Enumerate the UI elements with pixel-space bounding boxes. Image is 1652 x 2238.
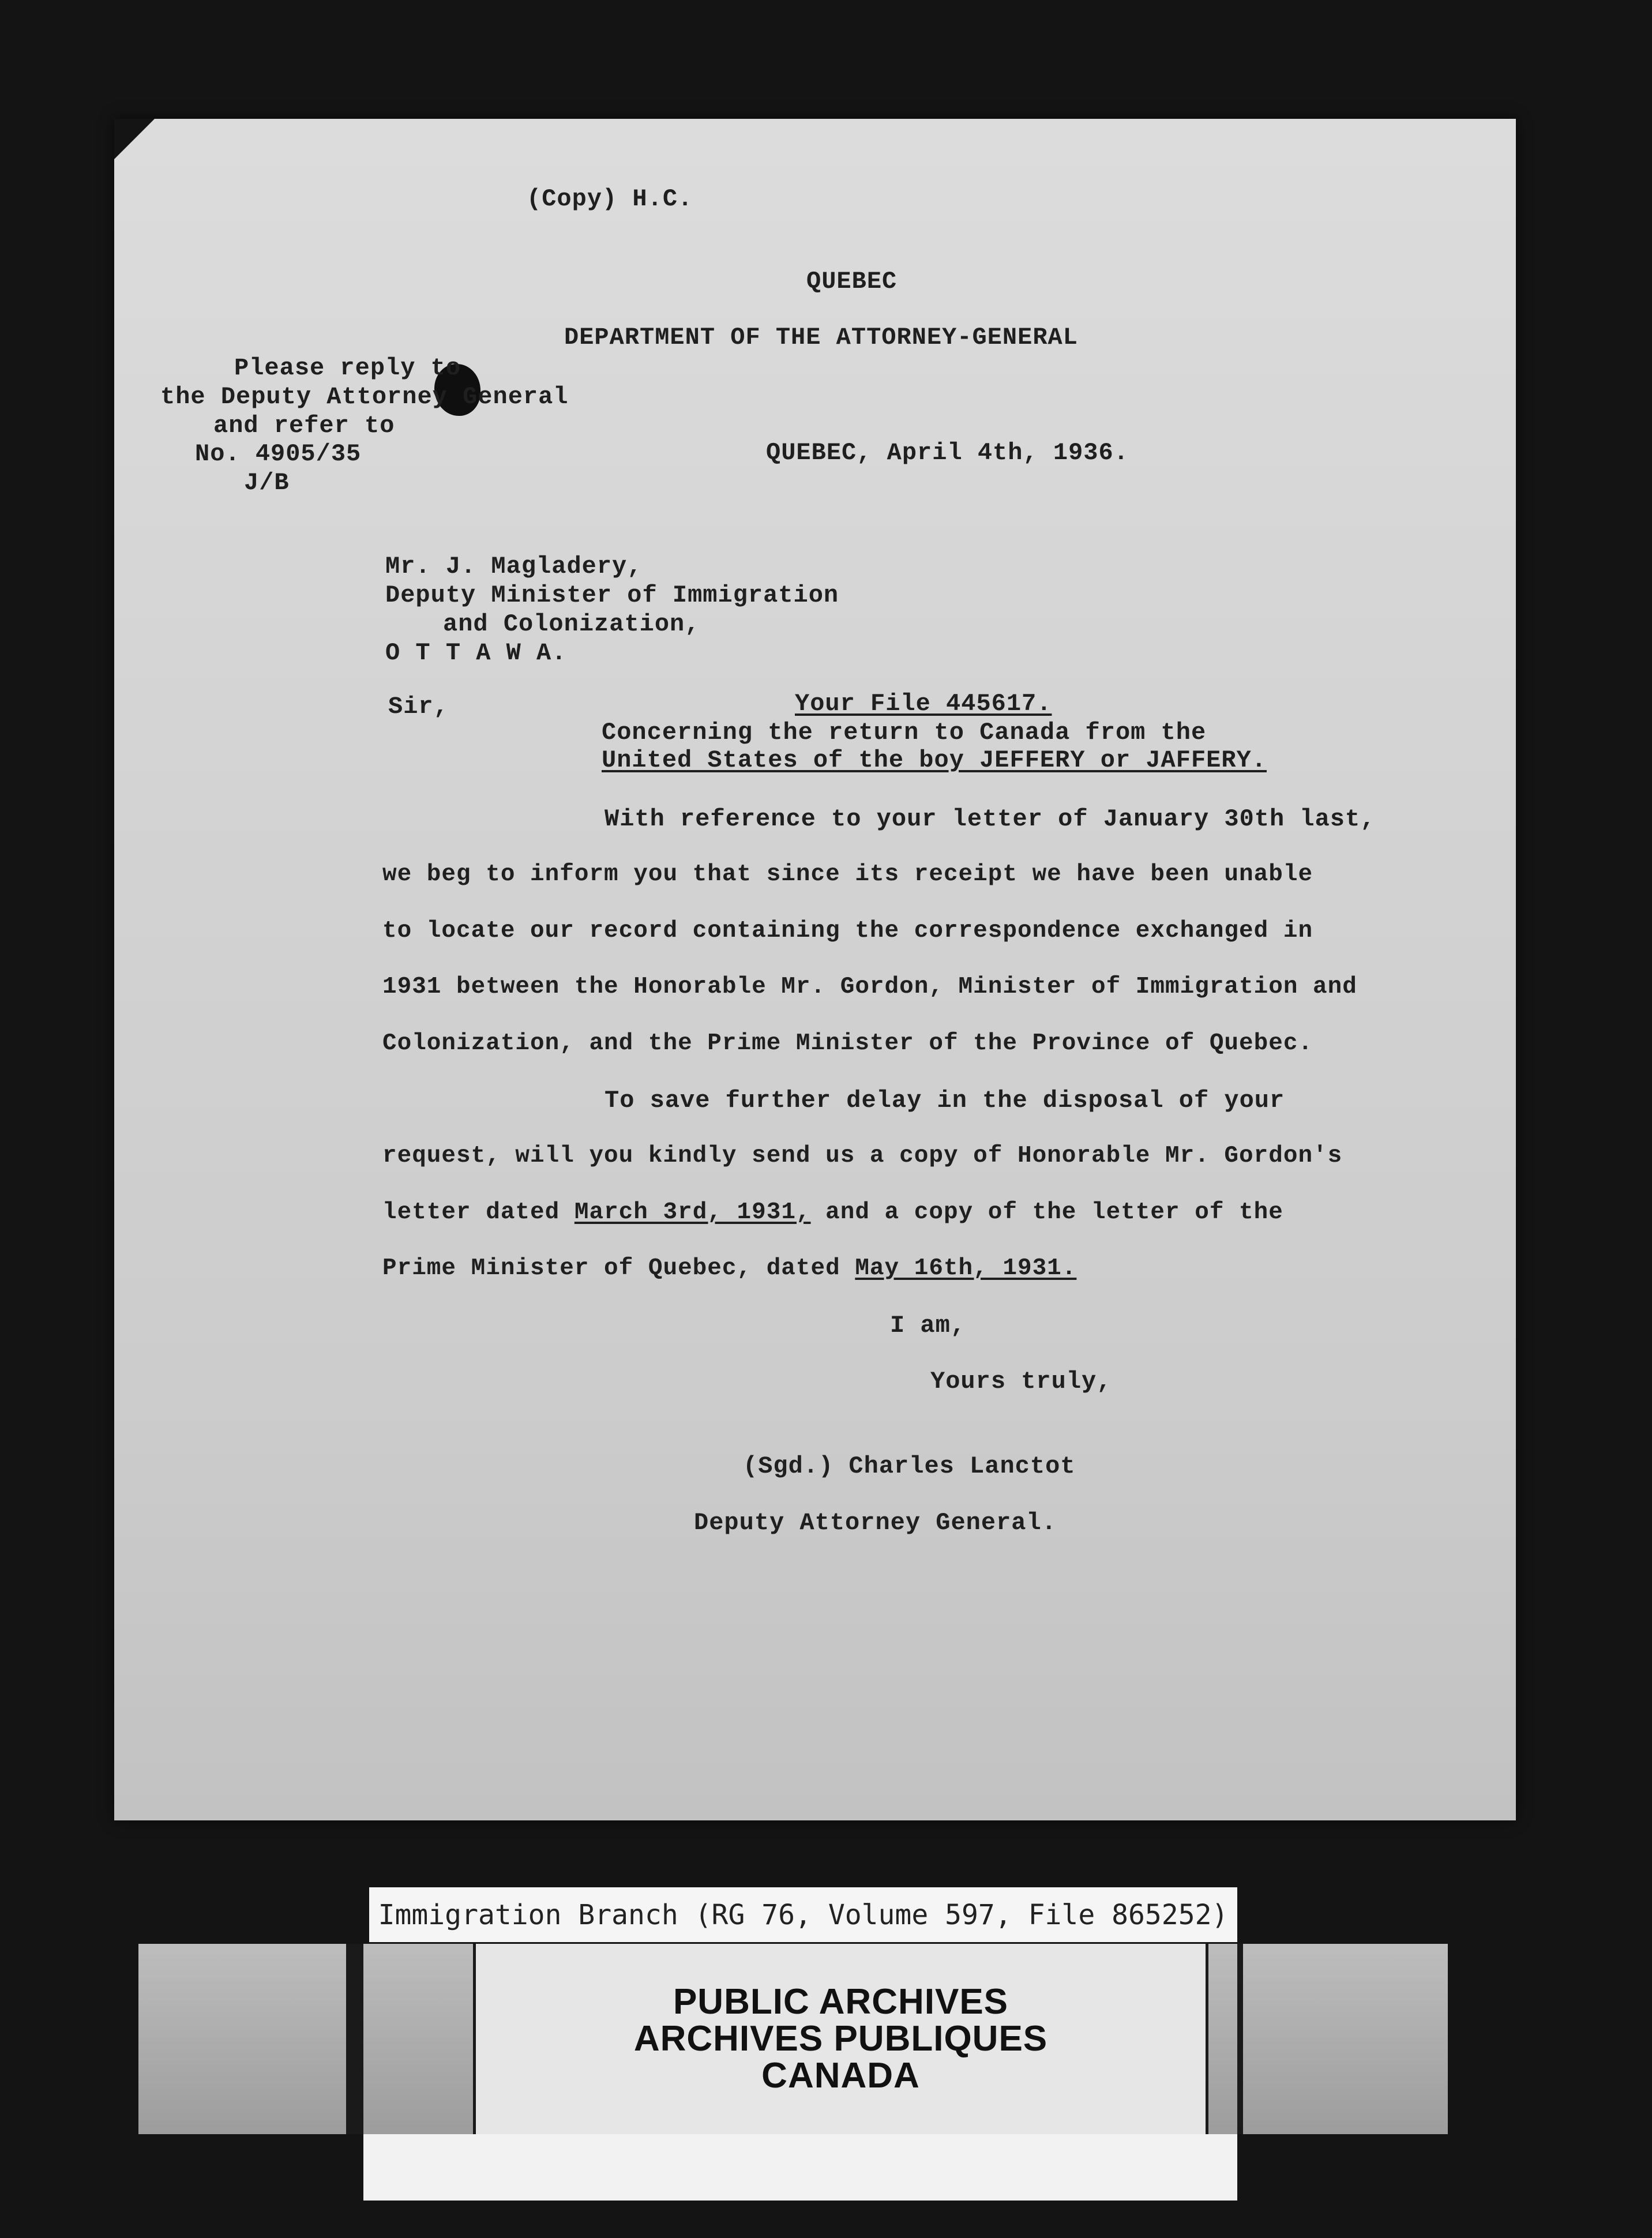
closing-phrase: I am, <box>890 1312 966 1339</box>
stamp-line: ARCHIVES PUBLIQUES <box>633 2019 1048 2059</box>
archive-reference-label <box>369 1887 1237 1942</box>
reply-line: the Deputy Attorney General <box>160 383 569 411</box>
recipient-line: Mr. J. Magladery, <box>385 553 643 580</box>
letter-sheet <box>114 119 1516 1820</box>
reply-initials: J/B <box>244 469 290 497</box>
closing-valediction: Yours truly, <box>930 1368 1112 1395</box>
blank-label <box>363 2134 1237 2201</box>
underlined-date: May 16th, 1931. <box>855 1255 1077 1282</box>
recipient-line: and Colonization, <box>443 610 700 638</box>
film-strip-left <box>138 1944 346 2134</box>
text-run: letter dated <box>382 1199 575 1226</box>
header-province: QUEBEC <box>806 268 898 295</box>
stamp-line: CANADA <box>761 2056 920 2096</box>
paragraph-line: 1931 between the Honorable Mr. Gordon, Minister of Immigration and <box>382 974 1357 1000</box>
signature-title: Deputy Attorney General. <box>694 1509 1057 1537</box>
text-run: Prime Minister of Quebec, dated <box>382 1255 855 1282</box>
recipient-city: O T T A W A. <box>385 639 567 667</box>
header-department: DEPARTMENT OF THE ATTORNEY-GENERAL <box>564 324 1078 351</box>
paragraph-line: we beg to inform you that since its receipt we have been unable <box>382 861 1313 888</box>
paragraph-line: To save further delay in the disposal of your <box>605 1087 1285 1114</box>
paragraph-line <box>382 1199 1283 1226</box>
stamp-line: PUBLIC ARCHIVES <box>673 1982 1009 2022</box>
archives-stamp <box>476 1944 1206 2134</box>
recipient-line: Deputy Minister of Immigration <box>385 581 839 609</box>
salutation: Sir, <box>388 693 449 720</box>
film-strip-right <box>1243 1944 1448 2134</box>
reply-reference-number: No. 4905/35 <box>195 440 362 468</box>
film-strip-left-inner <box>363 1944 473 2134</box>
paragraph-line: With reference to your letter of January 30th last, <box>605 805 1376 833</box>
file-reference: Your File 445617. <box>795 690 1052 718</box>
paragraph-line: request, will you kindly send us a copy of Honorable Mr. Gordon's <box>382 1143 1343 1169</box>
paragraph-line <box>382 1255 1076 1282</box>
underlined-date: March 3rd, 1931, <box>574 1199 811 1226</box>
subject-line: Concerning the return to Canada from the <box>602 719 1207 746</box>
archive-reference: Immigration Branch (RG 76, Volume 597, File 865252) <box>378 1898 1229 1931</box>
paragraph-line: to locate our record containing the correspondence exchanged in <box>382 918 1313 944</box>
folded-corner <box>114 119 155 159</box>
paragraph-line: Colonization, and the Prime Minister of the Province of Quebec. <box>382 1030 1313 1057</box>
film-strip-right-inner <box>1208 1944 1237 2134</box>
reply-line: and refer to <box>213 412 395 440</box>
text-run: and a copy of the letter of the <box>810 1199 1283 1226</box>
copy-mark: (Copy) H.C. <box>527 185 693 213</box>
place-date: QUEBEC, April 4th, 1936. <box>766 439 1129 467</box>
reply-line: Please reply to <box>234 354 461 382</box>
signature: (Sgd.) Charles Lanctot <box>743 1452 1076 1480</box>
subject-line-underlined: United States of the boy JEFFERY or JAFFERY. <box>602 746 1267 774</box>
